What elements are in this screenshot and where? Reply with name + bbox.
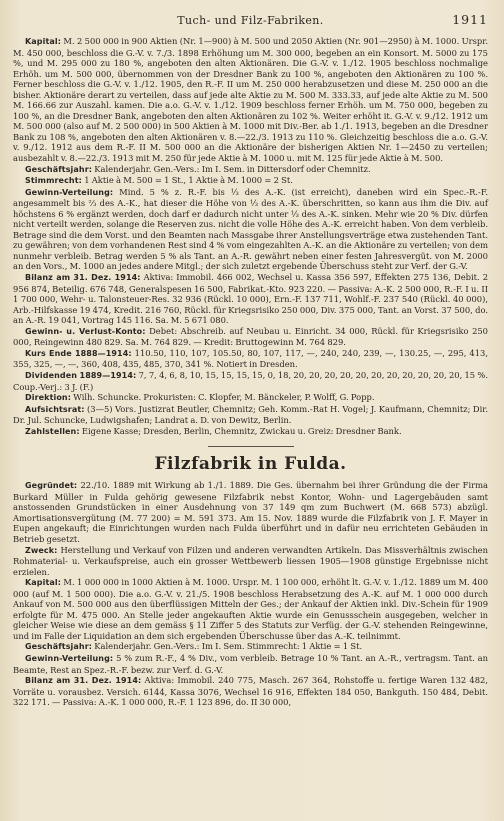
section-divider — [208, 446, 294, 447]
company-entry-1 — [13, 36, 488, 437]
field-label: Dividenden 1889—1914: — [25, 370, 137, 380]
company-heading: Filzfabrik in Fulda. — [154, 454, 347, 475]
running-head — [13, 10, 488, 30]
field-label: Direktion: — [25, 393, 72, 403]
paragraph — [13, 175, 488, 187]
field-text: Herstellung und Verkauf von Filzen und anderen verwandten Artikeln. Das Missverhältnis zwischen Rohmaterial- u. Verkaufspreise, auch ein grosser Wettbewerb liessen 1905—1908 günstige Ergebnisse nicht erzielen. — [13, 544, 488, 577]
paragraph — [13, 426, 488, 438]
page-number: 1911 — [452, 12, 488, 27]
field-text: M. 2 500 000 in 900 Aktien (Nr. 1—900) à M. 500 und 2050 Aktien (Nr. 901—2950) à M. 1000. Urspr. M. 450 000, beschloss die G.-V. v. 7./3. 1898 Erhöhung um M. 300 000, begeben an ein Konsort. M. 5000 zu 175 %, und M. 295 000 zu 180 %, angeboten den alten Aktionären. Die G.-V. v. 1./12. 1905 beschloss nochmalige Erhöh. um M. 500 000, übernommen von der Dresdner Bank zu 100 %, angeboten den Aktionären zu 100 %. Ferner beschloss die G.-V. v. 1./12. 1905, den R.-F. II um M. 250 000 herabzusetzen und diese M. 250 000 an die bisher. Aktionäre derart zu verteilen, dass auf jede alte Aktie zu M. 500 M. 333.33, auf jede alte Aktie zu M. 500 M. 166.66 zur Auszahl. kamen. Die a.o. G.-V. v. 1./12. 1909 beschloss ferner Erhöh. um M. 750 000, begeben zu 100 %, an die Dresdner Bank, angeboten den alten Aktionären zu 102 %. Weiter erhöht it. G.-V. v. 9./12. 1912 um M. 500 000 (also auf M. 2 500 000) in 500 Aktien à M. 1000 mit Div.-Ber. ab 1./1. 1913, begeben an die Dresdner Bank zu 108 %, angeboten den alten Aktionären v. 8.—22./3. 1913 zu 110 %. Gleichzeitig beschloss die a.o. G.-V. v. 9./12. 1912 aus dem R.-F. II M. 500 000 an die Aktionäre der bisherigen Aktien Nr. 1—2450 zu verteilen; ausbezahlt v. 8.—22./3. 1913 mit M. 250 für jede Aktie à M. 1000 u. mit M. 125 für jede Aktie à M. 500. — [13, 36, 488, 164]
field-text: 7, 7, 4, 6, 8, 10, 15, 15, 15, 15, 0, 18, 20, 20, 20, 20, 20, 20, 20, 20, 20, 20, 20, 15 %. Coup.-Verj.: 3 J. (F.) — [13, 369, 488, 392]
paragraph — [13, 187, 488, 272]
field-label: Bilanz am 31. Dez. 1914: — [25, 676, 142, 686]
field-text: Debet: Abschreib. auf Neubau u. Einricht. 34 000, Rückl. für Kriegsrisiko 250 000, Reingewinn 480 829. Sa. M. 764 829. — Kredit: Bruttogewinn M. 764 829. — [13, 325, 488, 348]
paragraph — [13, 577, 488, 641]
field-label: Stimmrecht: — [25, 176, 82, 186]
field-label: Zahlstellen: — [25, 426, 80, 436]
field-text: Mind. 5 % z. R.-F. bis ⅓ des A.-K. (ist erreicht), daneben wird ein Spec.-R.-F. angesammelt bis ⅔ des A.-K., hat dieser die Höhe von ⅓ des A.-K. überschritten, so kann aus ihm die Div. auf höchstens 6 % ergänzt werden, doch darf er dadurch nicht unter ⅓ des A.-K. sinken. Mehr wie 20 % Div. dürfen nicht verteilt werden, solange die Reserven zus. nicht die volle Höhe des A.-K. erreicht haben. Von dem verbleib. Betrage sind die dem Vorst. und den Beamten nach Massgabe ihrer Anstellungsverträge etwa zustehenden Tant. zu gewähren; von dem vorhandenen Rest sind 4 % vom eingezahlten A.-K. an die Aktionäre zu verteilen; von dem nunmehr verbleib. Betrag werden 5 % als Tant. an A.-R. gewährt neben einer festen Jahresvergüt. von M. 2000 an den Vors., M. 1000 an jedes andere Mitgl.; der sich zuletzt ergebende Überschuss steht zur Verf. der G.-V. — [13, 186, 488, 272]
field-text: M. 1 000 000 in 1000 Aktien à M. 1000. Urspr. M. 1 100 000, erhöht lt. G.-V. v. 1./12. 1889 um M. 400 000 (auf M. 1 500 000). Die a.o. G.-V. v. 21./5. 1908 beschloss Herabsetzung des A.-K. auf M. 1 000 000 durch Ankauf von M. 500 000 aus den überflüssigen Mitteln der Ges.; der Ankauf der Aktien inkl. Div.-Schein für 1909 erfolgte für M. 475 000. An Stelle jeder angekauften Aktie wurde ein Genussschein ausgegeben, welcher in gleicher Weise wie diese an dem gemäss § 11 Ziffer 5 des Statuts zur Verfüg. der G.-V. stehenden Reingewinne, und im Falle der Liquidation an dem sich ergebenden Überschusse über das A.-K. teilnimmt. — [13, 577, 488, 641]
field-label: Gewinn-Verteilung: — [25, 187, 114, 197]
field-label: Kapital: — [25, 578, 62, 588]
running-head-title: Tuch- und Filz-Fabriken. — [177, 14, 324, 27]
paragraph — [13, 653, 488, 675]
paragraph — [13, 36, 488, 164]
field-text: 1 Aktie à M. 500 = 1 St., 1 Aktie à M. 1000 = 2 St. — [81, 175, 293, 186]
paragraph — [13, 392, 488, 404]
field-text: 22./10. 1889 mit Wirkung ab 1./1. 1889. Die Ges. übernahm bei ihrer Gründung die der Firma Burkard Müller in Fulda gehörig gewesene Filzfabrik nebst Kontor, Wohn- und Lagergebäuden samt anstossenden Grundstücken in einer Ausdehnung von 37 149 qm zum Buchwert (M. 668 573) abzügl. Amortisationsvergütung (M. 77 200) = M. 591 373. Am 15. Nov. 1889 wurde die Filzfabrik von J. F. Mayer in Eupen angekauft; die Einrichtungen wurden nach Fulda überführt und in dafür neu errichteten Gebäuden in Betrieb gesetzt. — [13, 480, 488, 544]
field-text: 5 % zum R.-F., 4 % Div., vom verbleib. Betrage 10 % Tant. an A.-R., vertragsm. Tant. an Beamte, Rest an Spez.-R.-F. bezw. zur Verf. d. G.-V. — [13, 652, 488, 675]
paragraph — [13, 164, 488, 176]
paragraph — [13, 675, 488, 708]
paragraph — [13, 480, 488, 544]
field-label: Gegründet: — [25, 481, 78, 491]
company-entry-2 — [13, 480, 488, 707]
field-label: Bilanz am 31. Dez. 1914: — [25, 273, 141, 283]
field-label: Gewinn-Verteilung: — [25, 653, 114, 663]
field-label: Kapital: — [25, 37, 62, 46]
paragraph — [13, 326, 488, 348]
field-label: Kurs Ende 1888—1914: — [25, 348, 132, 358]
paragraph — [13, 370, 488, 392]
field-text: Aktiva: Immobil. 240 775, Masch. 267 364, Rohstoffe u. fertige Waren 132 482, Vorräte u. vorausbez. Versich. 6144, Kassa 3076, Wechsel 16 916, Effekten 184 050, Bankguth. 150 484, Debit. 322 171. — Passiva: A.-K. 1 000 000, R.-F. 1 123 896, do. II 30 000, — [13, 675, 488, 708]
field-text: 110.50, 110, 107, 105.50, 80, 107, 117, —, 240, 240, 239, —, 130.25, —, 295, 413, 355, 325, —, —, 360, 408, 435, 485, 370, 341 %. Notiert in Dresden. — [13, 347, 488, 370]
field-text: Eigene Kasse; Dresden, Berlin, Chemnitz, Zwickau u. Greiz: Dresdner Bank. — [79, 425, 402, 436]
field-label: Geschäftsjahr: — [25, 642, 93, 652]
field-text: Kalenderjahr. Gen.-Vers.: Im I. Sem. in Dittersdorf oder Chemnitz. — [92, 163, 371, 174]
paragraph — [13, 641, 488, 653]
paragraph — [13, 272, 488, 326]
paragraph — [13, 348, 488, 370]
field-label: Gewinn- u. Verlust-Konto: — [25, 326, 146, 336]
paragraph — [13, 404, 488, 426]
field-text: Wilh. Schuncke. Prokuristen: C. Klopfer, M. Bänckeler, P. Wolff, G. Popp. — [71, 392, 375, 403]
field-label: Aufsichtsrat: — [25, 404, 85, 414]
paragraph — [13, 545, 488, 578]
field-text: Kalenderjahr. Gen.-Vers.: Im I. Sem. Stimmrecht: 1 Aktie = 1 St. — [92, 641, 363, 652]
field-label: Geschäftsjahr: — [25, 164, 93, 174]
field-text: (3—5) Vors. Justizrat Beutler, Chemnitz; Geh. Komm.-Rat H. Vogel; J. Kaufmann, Chemnitz; Dir. Dr. Jul. Schuncke, Ludwigshafen; Landrat a. D. von Dewitz, Berlin. — [13, 403, 488, 426]
field-text: Aktiva: Immobil. 466 002, Wechsel u. Kassa 356 597, Effekten 275 136, Debit. 2 956 874, Beteilig. 676 748, Generalspesen 16 500, Fabrikat.-Kto. 923 220. — Passiva: A.-K. 2 500 000, R.-F. I u. II 1 700 000, Wehr- u. Talonsteuer-Res. 32 936 (Rückl. 10 000), Ern.-F. 137 711, Wohlf.-F. 237 540 (Rückl. 40 000), Arb.-Hilfskasse 19 474, Kredit. 216 760, Rückl. für Kriegsrisiko 250 000, Div. 375 000, Tant. an Vorst. 37 500, do. an A.-R. 19 041, Vortrag 145 116. Sa. M. 5 671 080. — [13, 272, 488, 326]
field-label: Zweck: — [25, 545, 58, 555]
